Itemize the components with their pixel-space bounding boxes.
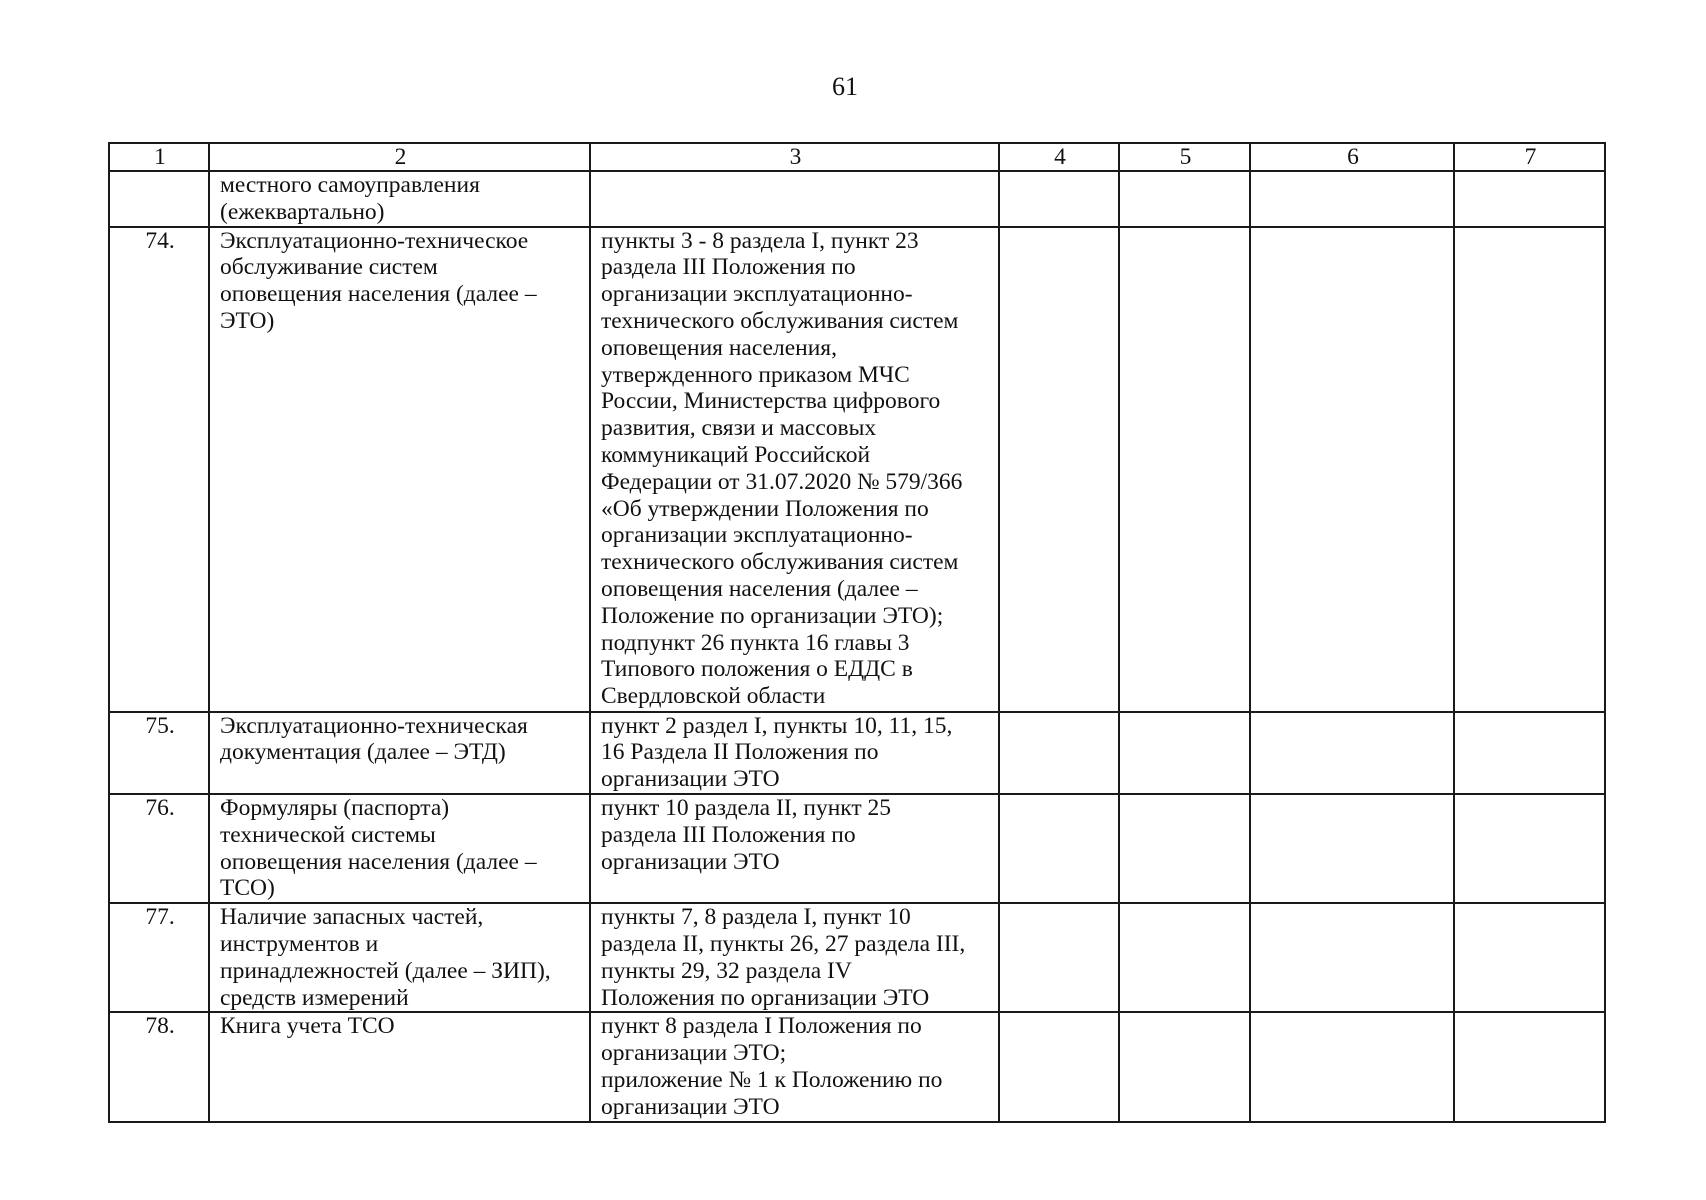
empty-cell	[1454, 227, 1605, 712]
row-number-cell: 78.	[109, 1012, 209, 1121]
empty-cell	[1454, 903, 1605, 1012]
row-number-cell: 76.	[109, 794, 209, 903]
empty-cell	[1119, 171, 1250, 227]
empty-cell	[1454, 712, 1605, 794]
empty-cell	[1250, 903, 1454, 1012]
legal-basis-cell: пункты 3 - 8 раздела I, пункт 23 раздела III Положения по организации эксплуатационно- технического обслуживания систем оповещения населения, утвержденного приказом МЧС России, Министерства цифрового развития, связи и массовых коммуникаций Российской Федерации от 31.07.2020 № 579/366 «Об утверждении Положения по организации эксплуатационно- технического обслуживания систем оповещения населения (далее – Положение по организации ЭТО); подпункт 26 пункта 16 главы 3 Типового положения о ЕДДС в Свердловской области	[590, 227, 999, 712]
column-number-header-row	[109, 143, 1605, 171]
item-name-cell: Наличие запасных частей, инструментов и принадлежностей (далее – ЗИП), средств измерений	[209, 903, 590, 1012]
row-number-cell	[109, 171, 209, 227]
page-number: 61	[832, 72, 858, 101]
empty-cell	[1119, 712, 1250, 794]
requirements-table	[108, 142, 1606, 1123]
item-name-cell: Книга учета ТСО	[209, 1012, 590, 1121]
empty-cell	[999, 227, 1119, 712]
column-header: 2	[209, 143, 590, 171]
row-number-cell: 74.	[109, 227, 209, 712]
column-header: 7	[1454, 143, 1605, 171]
row-number-cell: 77.	[109, 903, 209, 1012]
column-header: 4	[999, 143, 1119, 171]
item-name-cell: Эксплуатационно-техническая документация (далее – ЭТД)	[209, 712, 590, 794]
empty-cell	[1454, 1012, 1605, 1121]
column-header: 6	[1250, 143, 1454, 171]
table-row	[109, 227, 1605, 712]
empty-cell	[1250, 227, 1454, 712]
item-name-cell: Формуляры (паспорта) технической системы оповещения населения (далее – ТСО)	[209, 794, 590, 903]
empty-cell	[1250, 794, 1454, 903]
empty-cell	[1454, 794, 1605, 903]
table-row	[109, 1012, 1605, 1121]
empty-cell	[999, 1012, 1119, 1121]
column-header: 5	[1119, 143, 1250, 171]
table-row	[109, 712, 1605, 794]
legal-basis-cell: пункт 10 раздела II, пункт 25 раздела III Положения по организации ЭТО	[590, 794, 999, 903]
legal-basis-cell	[590, 171, 999, 227]
empty-cell	[999, 171, 1119, 227]
item-name-cell: местного самоуправления (ежеквартально)	[209, 171, 590, 227]
empty-cell	[1119, 227, 1250, 712]
empty-cell	[999, 712, 1119, 794]
table-row	[109, 171, 1605, 227]
row-number-cell: 75.	[109, 712, 209, 794]
legal-basis-cell: пункты 7, 8 раздела I, пункт 10 раздела II, пункты 26, 27 раздела III, пункты 29, 32 раздела IV Положения по организации ЭТО	[590, 903, 999, 1012]
empty-cell	[1119, 1012, 1250, 1121]
table-row	[109, 903, 1605, 1012]
column-header: 1	[109, 143, 209, 171]
empty-cell	[1119, 794, 1250, 903]
column-header: 3	[590, 143, 999, 171]
empty-cell	[1250, 1012, 1454, 1121]
empty-cell	[1454, 171, 1605, 227]
legal-basis-cell: пункт 2 раздел I, пункты 10, 11, 15, 16 Раздела II Положения по организации ЭТО	[590, 712, 999, 794]
empty-cell	[1250, 171, 1454, 227]
empty-cell	[999, 794, 1119, 903]
table-row	[109, 794, 1605, 903]
legal-basis-cell: пункт 8 раздела I Положения по организации ЭТО; приложение № 1 к Положению по организации ЭТО	[590, 1012, 999, 1121]
empty-cell	[1119, 903, 1250, 1012]
empty-cell	[1250, 712, 1454, 794]
item-name-cell: Эксплуатационно-техническое обслуживание систем оповещения населения (далее – ЭТО)	[209, 227, 590, 712]
empty-cell	[999, 903, 1119, 1012]
